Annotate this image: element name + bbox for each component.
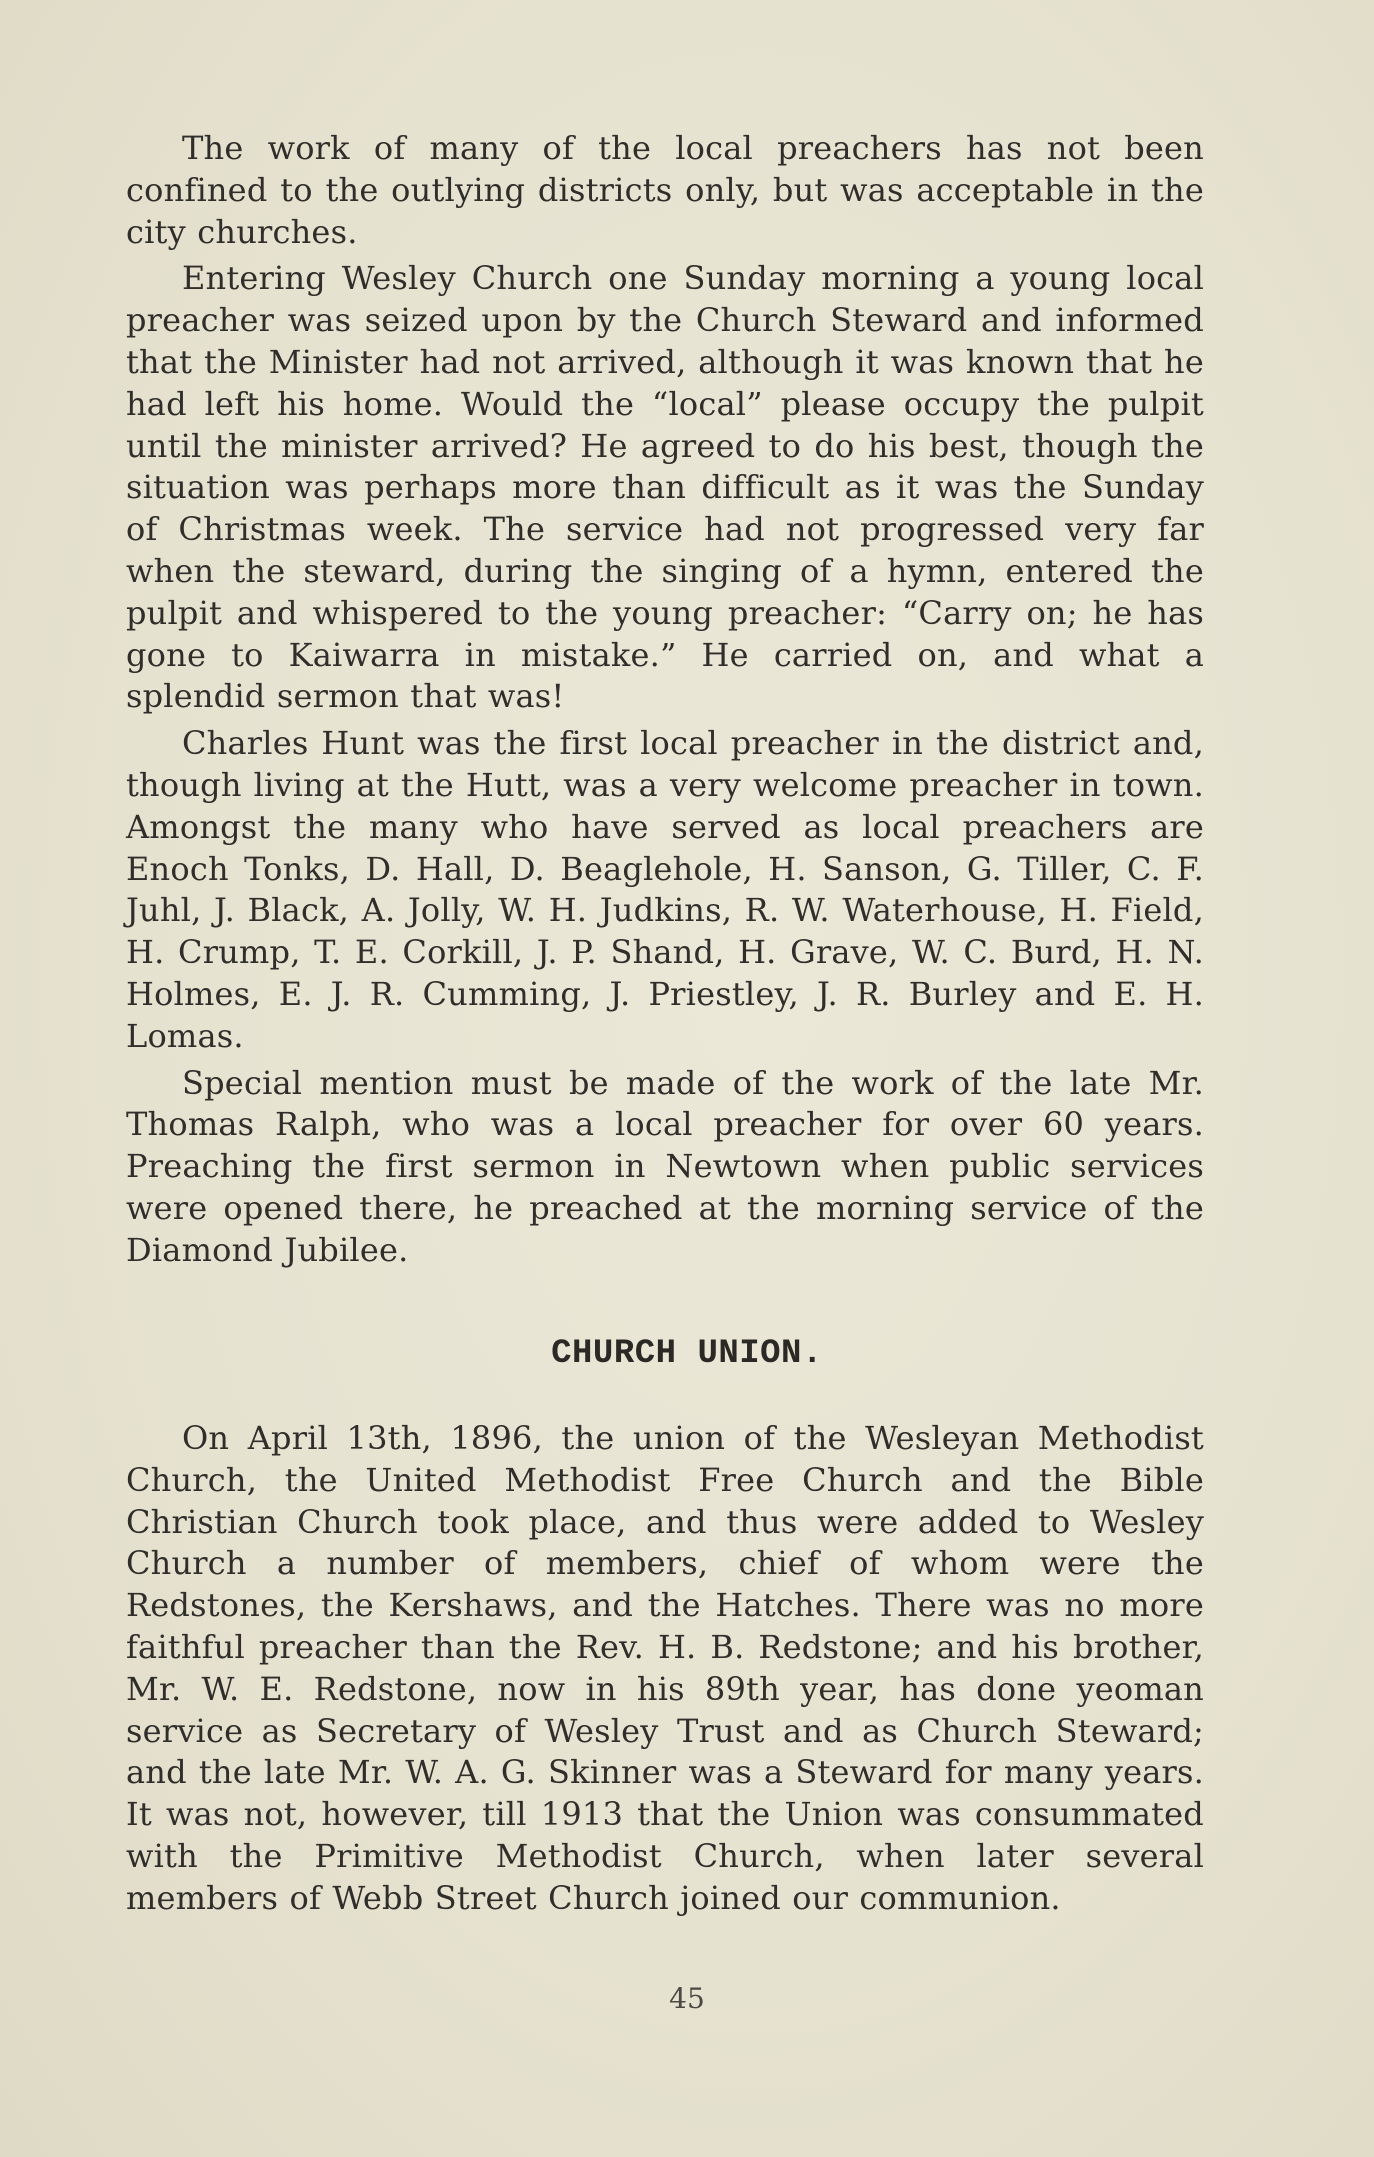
paragraph-church-union: On April 13th, 1896, the union of the Wesleyan Methodist Church, the United Methodist Free Church and the Bible Christian Church took place, and thus were added to Wesley Church a number of members, chief of whom were the Redstones, the Kershaws, and the Hatches. There was no more faithful preacher than the Rev. H. B. Redstone; and his brother, Mr. W. E. Redstone, now in his 89th year, has done yeoman service as Secretary of Wesley Trust and as Church Steward; and the late Mr. W. A. G. Skinner was a Steward for many years. It was not, however, till 1913 that the Union was consummated with the Primitive Methodist Church, when later several members of Webb Street Church joined our communion. bbox=[126, 1419, 1204, 1917]
paragraph-local-preachers-intro: The work of many of the local preachers has not been confined to the outlying districts only, but was acceptable in the city churches. bbox=[126, 129, 1204, 251]
paragraph-local-preachers-list: Charles Hunt was the first local preacher in the district and, though living at the Hutt, was a very welcome preacher in town. Amongst the many who have served as local preachers are Enoch Tonks, D. Hall, D. Beaglehole, H. Sanson, G. Tiller, C. F. Juhl, J. Black, A. Jolly, W. H. Judkins, R. W. Waterhouse, H. Field, H. Crump, T. E. Corkill, J. P. Shand, H. Grave, W. C. Burd, H. N. Holmes, E. J. R. Cumming, J. Priestley, J. R. Burley and E. H. Lomas. bbox=[126, 724, 1204, 1055]
paragraph-wesley-church-anecdote: Entering Wesley Church one Sunday morning a young local preacher was seized upon by the Church Steward and informed that the Minister had not arrived, although it was known that he had left his home. Would the “local” please occupy the pulpit until the minister arrived? He agreed to do his best, though the situation was perhaps more than difficult as it was the Sunday of Christmas week. The service had not progressed very far when the steward, during the singing of a hymn, entered the pulpit and whispered to the young preacher: “Carry on; he has gone to Kaiwarra in mistake.” He carried on, and what a splendid sermon that was! bbox=[126, 259, 1204, 716]
section-heading-church-union: CHURCH UNION. bbox=[551, 1335, 823, 1373]
paragraph-thomas-ralph: Special mention must be made of the work of the late Mr. Thomas Ralph, who was a local preacher for over 60 years. Preaching the first sermon in Newtown when public services were opened there, he preached at the morning service of the Diamond Jubilee. bbox=[126, 1063, 1204, 1269]
top-text-section bbox=[126, 128, 1204, 1272]
bottom-text-section bbox=[126, 1418, 1204, 1920]
page-number: 45 bbox=[669, 1982, 705, 2015]
